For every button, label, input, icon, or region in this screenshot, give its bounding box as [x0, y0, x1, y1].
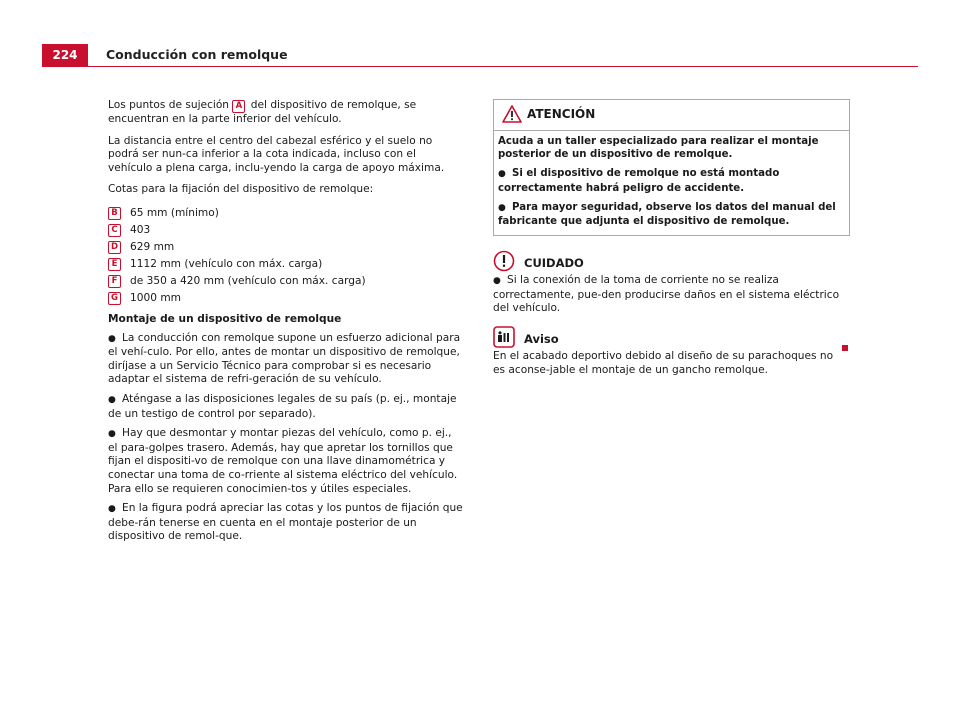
caution-exclamation-icon [493, 250, 515, 272]
list-item [108, 239, 463, 256]
bullet-text: La conducción con remolque supone un esfuerzo adicional para el vehí-culo. Por ello, antes de montar un dispositivo de remolque, diríjase a un Servicio Técnico para comprobar si es necesario adaptar el sistema de refri-geración de su vehículo. [108, 331, 461, 386]
page-number: 224 [42, 44, 88, 66]
warning-box [493, 99, 850, 236]
intro-text-end: del dispositivo de remolque, se encuentran en la parte inferior del vehículo. [108, 99, 417, 125]
callout-tag: C [108, 224, 121, 237]
bullet-text: Si el dispositivo de remolque no está montado correctamente habrá peligro de accidente. [498, 168, 780, 194]
callout-tag: A [232, 100, 245, 113]
bullet-text: Para mayor seguridad, observe los datos del manual del fabricante que adjunta el dispositivo de remolque. [498, 201, 836, 228]
callout-tag: D [108, 241, 121, 254]
bullet-icon: ● [493, 276, 501, 287]
caution-note [493, 250, 848, 316]
dimension-value: 403 [130, 223, 151, 236]
dims-intro: Cotas para la fijación del dispositivo de remolque: [108, 183, 374, 196]
bullet-text: Hay que desmontar y montar piezas del vehículo, como p. ej., el para-golpes trasero. Además, hay que apretar los tornillos que fijan el dispositi-vo de remolque con una llave dinamométrica y conectar una toma de co-rriente al sistema eléctrico del vehículo. Para ello se requieren conocimien-tos y útiles especiales. [108, 427, 458, 495]
dimension-value: 1112 mm (vehículo con máx. carga) [130, 257, 323, 270]
intro-text-start: Los puntos de sujeción [108, 99, 230, 111]
warning-triangle-icon [502, 105, 522, 123]
notice-title: Aviso [524, 332, 559, 346]
warning-header [494, 100, 849, 131]
intro-paragraph [108, 99, 463, 127]
bullet-icon: ● [108, 429, 116, 440]
notice-note [493, 326, 848, 377]
warning-title: ATENCIÓN [527, 107, 596, 121]
callout-tag: F [108, 275, 121, 288]
bullet-item [108, 502, 463, 544]
caution-text [493, 274, 848, 316]
dimension-list [108, 205, 463, 307]
end-of-section-marker [842, 342, 848, 356]
list-item [108, 290, 463, 307]
warning-lead: Acuda a un taller especializado para realizar el montaje posterior de un dispositivo de remolque. [498, 136, 819, 161]
list-item [108, 273, 463, 290]
callout-tag: B [108, 207, 121, 220]
bullet-text: Aténgase a las disposiciones legales de su país (p. ej., montaje de un testigo de control por separado). [108, 392, 457, 420]
list-item [108, 256, 463, 273]
bullet-item [108, 427, 463, 496]
list-item [108, 222, 463, 239]
bullet-item [108, 393, 463, 421]
callout-tag: G [108, 292, 121, 305]
end-of-section-icon [842, 345, 848, 351]
dimension-value: 1000 mm [130, 291, 181, 304]
section-heading: Montaje de un dispositivo de remolque [108, 312, 342, 325]
notice-info-icon [493, 326, 515, 348]
bullet-icon: ● [108, 504, 116, 515]
list-item [108, 205, 463, 222]
caution-header [493, 250, 848, 272]
warning-bullet [498, 167, 845, 194]
bullet-icon: ● [108, 394, 116, 405]
chapter-title: Conducción con remolque [106, 47, 288, 62]
dimension-value: 629 mm [130, 240, 175, 253]
callout-tag: E [108, 258, 121, 271]
bullet-icon: ● [108, 333, 116, 344]
right-column [493, 99, 848, 385]
caution-title: CUIDADO [524, 256, 584, 271]
caution-body: Si la conexión de la toma de corriente no se realiza correctamente, pue-den producirse daños en el sistema eléctrico del vehículo. [493, 274, 840, 315]
bullet-text: En la figura podrá apreciar las cotas y los puntos de fijación que debe-rán tenerse en cuenta en el montaje posterior de un dispositivo de remol-que. [108, 502, 463, 543]
dimension-value: 65 mm (mínimo) [130, 206, 219, 219]
left-column [108, 99, 463, 550]
bullet-icon: ● [498, 169, 506, 180]
page-header [42, 44, 918, 67]
bullet-icon: ● [498, 202, 506, 213]
notice-text: En el acabado deportivo debido al diseño de su parachoques no es aconse-jable el montaje de un gancho remolque. [493, 350, 834, 376]
warning-bullet [498, 201, 845, 228]
notice-header [493, 326, 848, 348]
warning-body [494, 131, 849, 235]
dimension-value: de 350 a 420 mm (vehículo con máx. carga) [130, 274, 366, 287]
distance-paragraph: La distancia entre el centro del cabezal esférico y el suelo no podrá ser nun-ca inferior a la cota indicada, incluso con el vehículo a plena carga, inclu-yendo la carga de apoyo máxima. [108, 134, 445, 174]
bullet-item [108, 332, 463, 387]
